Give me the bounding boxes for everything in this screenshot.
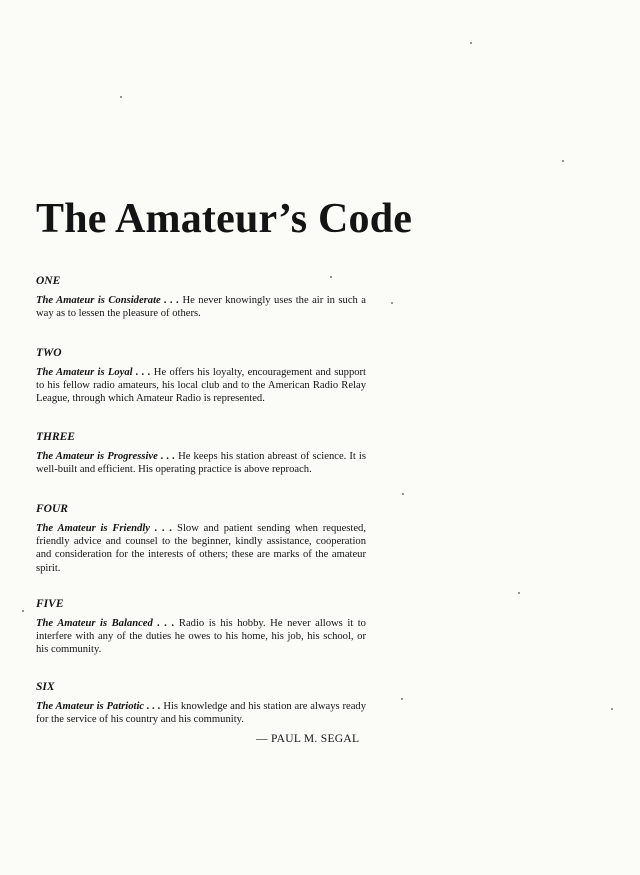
section-lead: The Amateur is Progressive . . . [36,451,176,462]
section-paragraph [36,450,366,476]
section-paragraph [36,294,366,320]
section-body: He keeps his station abreast of science. It is well-built and efficient. His operating practice is above reproach. [36,451,366,476]
code-section-one [36,274,366,320]
section-number: THREE [36,431,75,443]
section-body: He offers his loyalty, encouragement and support to his fellow radio amateurs, his local club and to the American Radio Relay League, through which Amateur Radio is represented. [36,367,367,405]
page-title: The Amateur’s Code [36,196,413,242]
code-section-three [36,430,366,476]
code-section-five [36,597,366,657]
section-paragraph [36,522,366,575]
section-number: ONE [36,275,61,287]
section-lead: The Amateur is Considerate . . . [36,295,180,306]
code-section-six [36,680,366,726]
section-lead: The Amateur is Loyal . . . [36,367,151,378]
section-body: Slow and patient sending when requested, friendly advice and counsel to the beginner, kindly assistance, cooperation and consideration for the interests of others; these are marks of the amateur spirit. [36,523,366,574]
section-body: His knowledge and his station are always ready for the service of his country and his community. [36,701,366,726]
section-body: Radio is his hobby. He never allows it to interfere with any of the duties he owes to his home, his job, his school, or his community. [36,618,366,656]
section-body: He never knowingly uses the air in such a way as to lessen the pleasure of others. [36,295,366,320]
section-paragraph [36,617,366,657]
code-section-four [36,502,366,575]
section-paragraph [36,366,366,406]
section-paragraph [36,700,366,726]
author-signature: — PAUL M. SEGAL [256,733,360,745]
code-section-two [36,346,366,406]
section-number: FIVE [36,598,64,610]
section-number: FOUR [36,503,68,515]
section-lead: The Amateur is Friendly . . . [36,523,173,534]
section-lead: The Amateur is Balanced . . . [36,618,175,629]
section-number: SIX [36,681,55,693]
section-number: TWO [36,347,62,359]
section-lead: The Amateur is Patriotic . . . [36,701,161,712]
